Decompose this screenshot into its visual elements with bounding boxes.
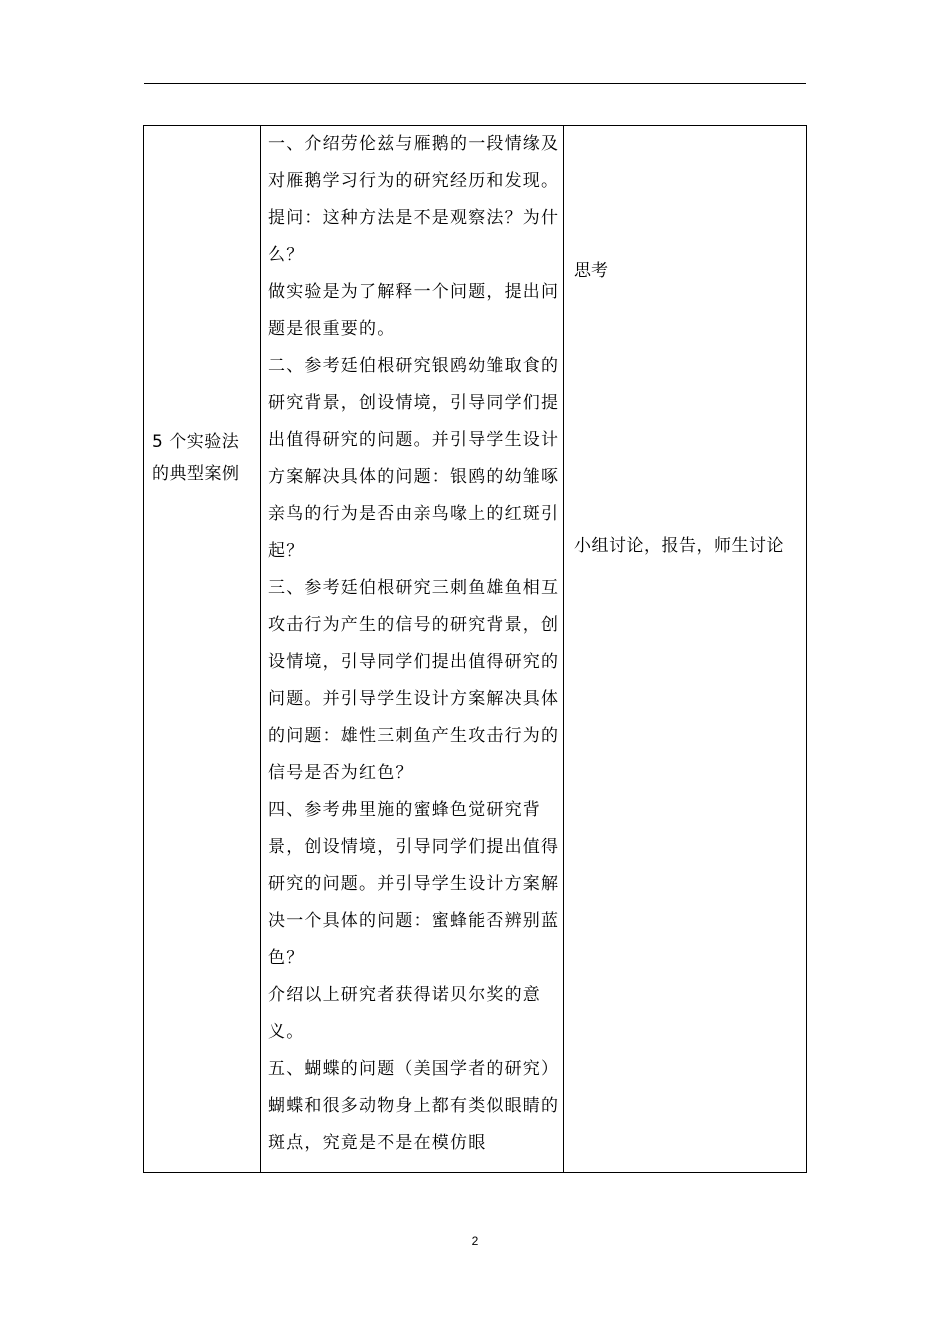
student-activity-note: 思考 (574, 261, 608, 281)
column-divider (260, 126, 261, 1172)
content-paragraph: 二、参考廷伯根研究银鸥幼雏取食的研究背景，创设情境，引导同学们提出值得研究的问题。并引导学生设计方案解决具体的问题：银鸥的幼雏啄亲鸟的行为是否由亲鸟喙上的红斑引起？ (268, 356, 560, 561)
content-paragraph: 介绍以上研究者获得诺贝尔奖的意义。 (268, 985, 541, 1042)
content-paragraph: 做实验是为了解释一个问题，提出问题是很重要的。 (268, 282, 560, 339)
lesson-table (143, 125, 807, 1173)
header-rule (144, 83, 806, 84)
student-activity-note: 小组讨论，报告，师生讨论 (574, 536, 784, 556)
content-paragraph: 提问：这种方法是不是观察法？为什么？ (268, 208, 560, 265)
topic-cell: 5 个实验法的典型案例 (152, 432, 240, 484)
content-paragraph: 一、介绍劳伦兹与雁鹅的一段情缘及对雁鹅学习行为的研究经历和发现。 (268, 134, 560, 191)
content-paragraph: 五、蝴蝶的问题（美国学者的研究）蝴蝶和很多动物身上都有类似眼睛的斑点，究竟是不是在模仿眼 (268, 1059, 560, 1153)
content-paragraph: 四、参考弗里施的蜜蜂色觉研究背景，创设情境，引导同学们提出值得研究的问题。并引导学生设计方案解决一个具体的问题：蜜蜂能否辨别蓝色？ (268, 800, 560, 968)
column-divider (563, 126, 564, 1172)
page-number: 2 (471, 1234, 479, 1248)
teaching-content-cell (268, 126, 562, 1162)
content-paragraph: 三、参考廷伯根研究三刺鱼雄鱼相互攻击行为产生的信号的研究背景，创设情境，引导同学们提出值得研究的问题。并引导学生设计方案解决具体的问题：雄性三刺鱼产生攻击行为的信号是否为红色？ (268, 578, 560, 783)
